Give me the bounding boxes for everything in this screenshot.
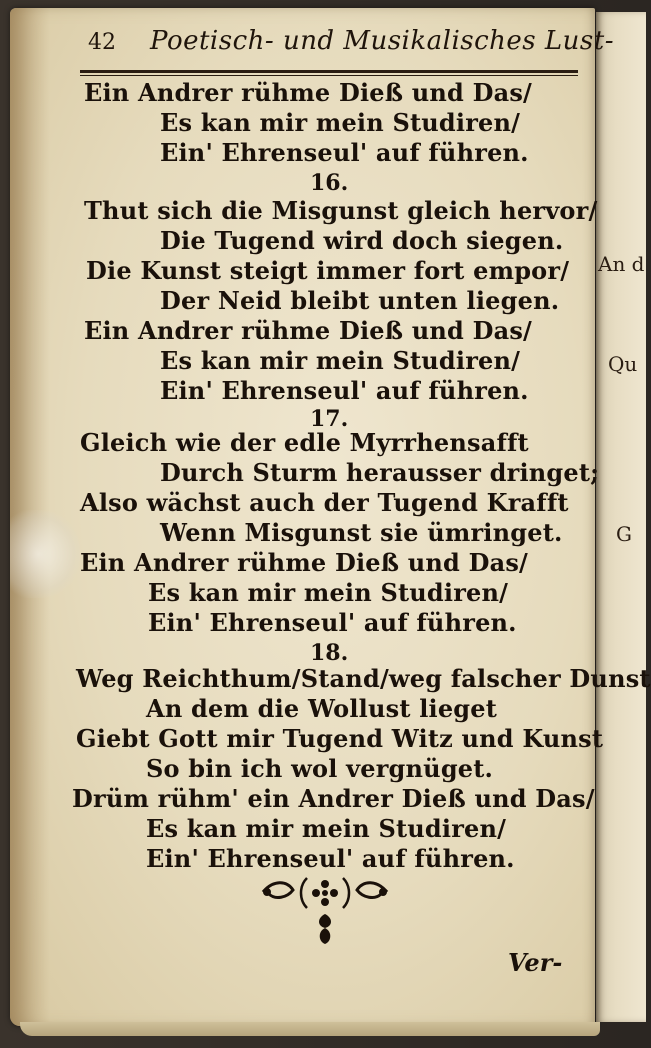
stanza-number: 16.	[310, 170, 349, 196]
poem-line: Wenn Misgunst sie ümringet.	[160, 518, 563, 547]
poem-line: Ein' Ehrenseul' auf führen.	[148, 608, 517, 637]
stanza-number: 18.	[310, 640, 349, 666]
page-number: 42	[88, 30, 116, 55]
page-header	[88, 26, 614, 72]
page-bottom-edge	[20, 1022, 600, 1036]
clasp-mark	[10, 510, 80, 598]
poem-line: Die Kunst steigt immer fort empor/	[86, 256, 570, 285]
poem-line: Durch Sturm herausser dringet;	[160, 458, 600, 487]
fleuron-icon	[255, 874, 395, 954]
poem-line: Die Tugend wird doch siegen.	[160, 226, 564, 255]
facing-page-edge	[596, 12, 646, 1022]
header-rule	[80, 70, 578, 73]
poem-line: Es kan mir mein Studiren/	[146, 814, 507, 843]
poem-line: Thut sich die Misgunst gleich hervor/	[84, 196, 598, 225]
poem-line: Weg Reichthum/Stand/weg falscher Dunst	[76, 664, 651, 693]
poem-line: Ein' Ehrenseul' auf führen.	[160, 138, 529, 167]
running-head: Poetisch- und Musikalisches Lust-	[150, 26, 614, 56]
poem-line: Es kan mir mein Studiren/	[160, 108, 521, 137]
poem-line: Ein Andrer rühme Dieß und Das/	[80, 548, 529, 577]
poem-line: Giebt Gott mir Tugend Witz und Kunst	[76, 724, 604, 753]
poem-line: Der Neid bleibt unten liegen.	[160, 286, 560, 315]
poem-line: Ein Andrer rühme Dieß und Das/	[84, 78, 533, 107]
printers-ornament	[255, 874, 395, 954]
poem-line: Ein' Ehrenseul' auf führen.	[146, 844, 515, 873]
poem-line: Es kan mir mein Studiren/	[148, 578, 509, 607]
poem-line: Ein' Ehrenseul' auf führen.	[160, 376, 529, 405]
facing-page-fragment: Qu	[608, 352, 638, 376]
poem-line: So bin ich wol vergnüget.	[146, 754, 494, 783]
catchword: Ver-	[508, 948, 563, 977]
poem-line: An dem die Wollust lieget	[146, 694, 498, 723]
poem-line: Ein Andrer rühme Dieß und Das/	[84, 316, 533, 345]
poem-line: Drüm rühm' ein Andrer Dieß und Das/	[72, 784, 595, 813]
facing-page-fragment: G	[616, 522, 632, 546]
poem-line: Es kan mir mein Studiren/	[160, 346, 521, 375]
poem-line: Also wächst auch der Tugend Krafft	[80, 488, 569, 517]
facing-page-fragment: An d	[598, 252, 645, 276]
poem-line: Gleich wie der edle Myrrhensafft	[80, 428, 529, 457]
stanza-number: 17.	[310, 406, 349, 432]
